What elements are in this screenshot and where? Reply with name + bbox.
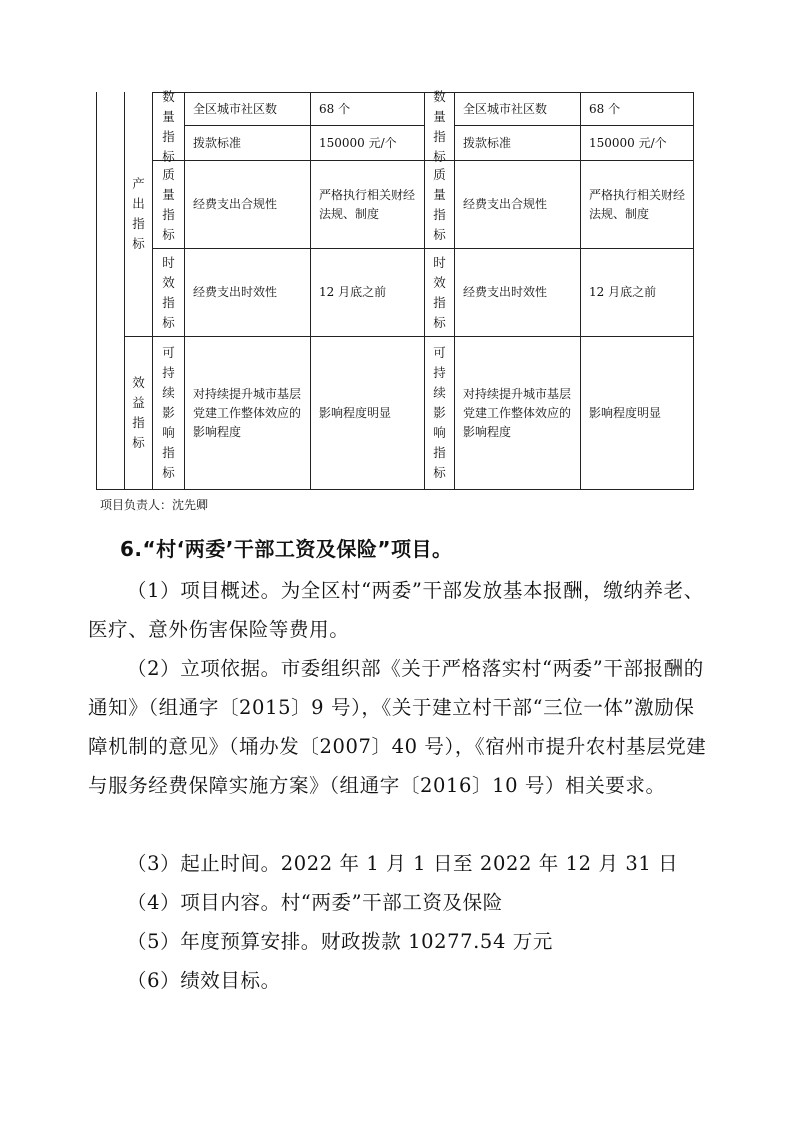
table-cell	[580, 161, 694, 249]
table-cell	[454, 337, 580, 490]
row-name: 全区城市社区数	[463, 101, 548, 116]
table-cell	[580, 249, 694, 337]
paragraph-budget: （5）年度预算安排。财政拨款 10277.54 万元	[127, 930, 553, 953]
row-name: 经费支出合规性	[463, 197, 548, 211]
table-cell	[184, 161, 310, 249]
output-indicator-label: 产出指标	[132, 176, 145, 251]
quality-cell-left	[152, 161, 184, 249]
quality-label-left: 质量指标	[162, 166, 175, 242]
table-cell	[184, 337, 310, 490]
row-name: 经费支出时效性	[463, 285, 548, 299]
table-cell	[454, 161, 580, 249]
row-name: 对持续提升城市基层党建工作整体效应的影响程度	[463, 386, 572, 439]
row-name: 经费支出时效性	[193, 285, 278, 299]
table-cell	[184, 92, 310, 126]
table-cell	[580, 92, 694, 126]
row-value: 12 月底之前	[589, 285, 657, 299]
quantity-label-left: 数量指标	[162, 88, 175, 164]
row-name: 全区城市社区数	[193, 101, 278, 116]
row-value: 严格执行相关财经法规、制度	[319, 187, 416, 221]
table-cell	[454, 126, 580, 161]
quality-cell-right	[424, 161, 454, 249]
row-value: 68 个	[319, 101, 351, 116]
table-cell	[310, 337, 424, 490]
row-value: 影响程度明显	[589, 405, 662, 420]
table-cell	[184, 126, 310, 161]
paragraph-basis: （2）立项依据。市委组织部《关于严格落实村“两委”干部报酬的通知》（组通字〔2015〕9 号），《关于建立村干部“三位一体”激励保障机制的意见》（埇办发〔2007〕40 号），《宿州市提升农村基层党建与服务经费保障实施方案》（组通字〔2016〕10 号）相关要求。	[88, 657, 707, 797]
row-name: 经费支出合规性	[193, 197, 278, 211]
timeliness-cell-left	[152, 249, 184, 337]
table-cell	[454, 249, 580, 337]
table-cell	[580, 126, 694, 161]
paragraph-overview: （1）项目概述。为全区村“两委”干部发放基本报酬，缴纳养老、医疗、意外伤害保险等费用。	[88, 579, 704, 641]
quantity-cell-left	[152, 88, 184, 164]
table-cell	[184, 249, 310, 337]
section-heading: 6.“村‘两委’干部工资及保险”项目。	[120, 537, 453, 561]
table-cell	[454, 92, 580, 126]
quantity-label-right: 数量指标	[433, 88, 446, 164]
row-value: 68 个	[589, 101, 621, 116]
performance-table	[96, 88, 694, 490]
table-cell	[310, 92, 424, 126]
row-value: 12 月底之前	[319, 285, 387, 299]
paragraph-content: （4）项目内容。村“两委”干部工资及保险	[127, 891, 503, 914]
row-value: 影响程度明显	[319, 405, 392, 420]
row-value: 150000 元/个	[589, 135, 667, 150]
timeliness-cell-right	[424, 249, 454, 337]
row-value: 150000 元/个	[319, 135, 397, 150]
sustainable-label-right: 可持续影响指标	[433, 345, 446, 480]
project-owner-caption: 项目负责人：沈先卿	[100, 498, 209, 512]
timeliness-label-left: 时效指标	[162, 254, 175, 330]
table-cell	[580, 337, 694, 490]
benefit-indicator-cell	[124, 337, 152, 490]
row-name: 拨款标准	[193, 135, 242, 150]
benefit-indicator-label: 效益指标	[132, 375, 145, 450]
table-cell	[310, 126, 424, 161]
row-value: 严格执行相关财经法规、制度	[589, 187, 686, 221]
table-cell	[310, 249, 424, 337]
paragraph-goal: （6）绩效目标。	[127, 969, 281, 992]
table-left-strip	[96, 92, 124, 490]
paragraph-period: （3）起止时间。2022 年 1 月 1 日至 2022 年 12 月 31 日	[127, 852, 679, 875]
timeliness-label-right: 时效指标	[433, 254, 446, 330]
sustainable-label-left: 可持续影响指标	[162, 345, 175, 480]
output-indicator-cell	[124, 92, 152, 337]
table-cell	[310, 161, 424, 249]
row-name: 对持续提升城市基层党建工作整体效应的影响程度	[193, 386, 302, 439]
quality-label-right: 质量指标	[433, 166, 446, 242]
sustainable-cell-right	[424, 337, 454, 490]
row-name: 拨款标准	[463, 135, 512, 150]
quantity-cell-right	[424, 88, 454, 164]
sustainable-cell-left	[152, 337, 184, 490]
